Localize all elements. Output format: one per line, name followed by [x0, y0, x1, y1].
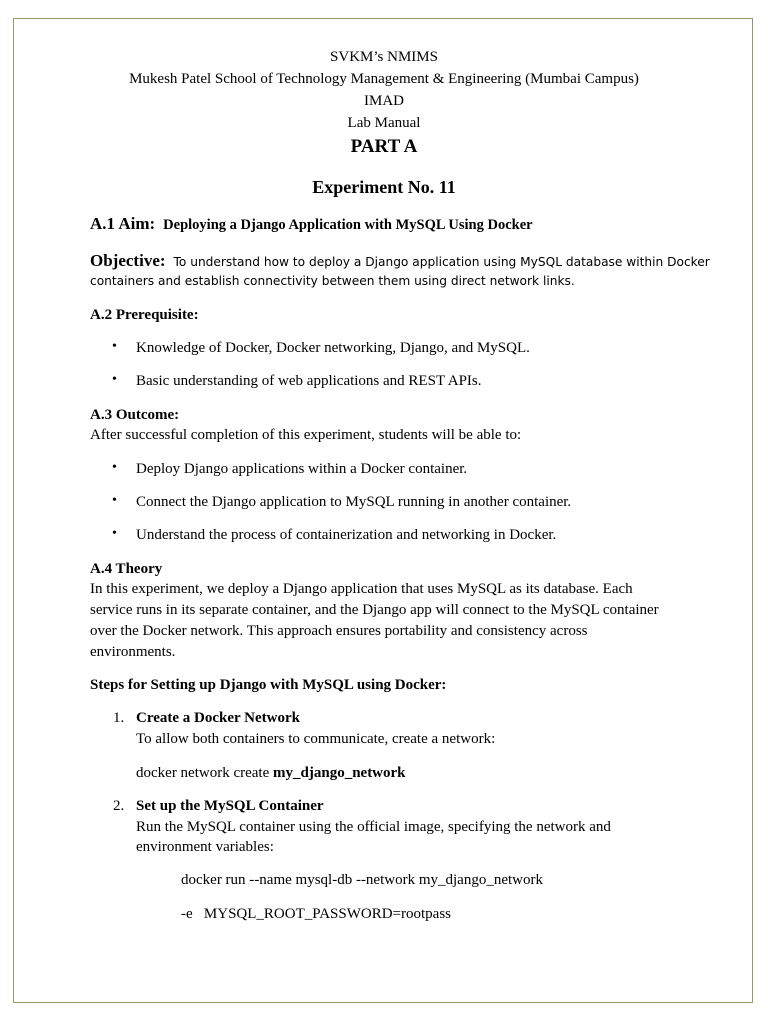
theory-line: environments.	[90, 644, 176, 660]
objective-label: Objective:	[90, 251, 166, 270]
institution-name: SVKM’s NMIMS	[330, 49, 438, 65]
steps-heading: Steps for Setting up Django with MySQL using Docker:	[90, 677, 447, 693]
experiment-number: Experiment No. 11	[312, 177, 456, 197]
aim-section	[90, 212, 533, 237]
outcome-item: Connect the Django application to MySQL running in another container.	[136, 494, 572, 510]
step-description: environment variables:	[136, 839, 274, 855]
outcome-heading: A.3 Outcome:	[90, 407, 180, 423]
bullet-icon: •	[112, 460, 117, 475]
theory-line: over the Docker network. This approach ensures portability and consistency across	[90, 623, 588, 639]
bullet-icon: •	[112, 372, 117, 387]
outcome-item: Understand the process of containerization and networking in Docker.	[136, 527, 557, 543]
docker-run-command: docker run --name mysql-db --network my_django_network	[181, 872, 543, 888]
theory-line: In this experiment, we deploy a Django application that uses MySQL as its database. Each	[90, 581, 633, 597]
env-variable-command: -e MYSQL_ROOT_PASSWORD=rootpass	[181, 906, 452, 922]
step-description: To allow both containers to communicate, create a network:	[136, 731, 496, 747]
step-title: Create a Docker Network	[136, 710, 300, 726]
bullet-icon: •	[112, 526, 117, 541]
bullet-icon: •	[112, 339, 117, 354]
prerequisite-heading: A.2 Prerequisite:	[90, 307, 199, 323]
course-name: IMAD	[364, 93, 404, 109]
step-title: Set up the MySQL Container	[136, 798, 324, 814]
outcome-item: Deploy Django applications within a Docker container.	[136, 461, 468, 477]
aim-text: Deploying a Django Application with MySQL Using Docker	[163, 217, 533, 233]
theory-line: service runs in its separate container, and the Django app will connect to the MySQL container	[90, 602, 659, 618]
step-description: Run the MySQL container using the official image, specifying the network and	[136, 819, 611, 835]
network-create-command	[136, 762, 406, 784]
part-heading: PART A	[350, 136, 418, 157]
outcome-intro: After successful completion of this experiment, students will be able to:	[90, 427, 522, 443]
step-number: 1.	[113, 710, 125, 726]
objective-text-2: containers and establish connectivity between them using direct network links.	[90, 274, 575, 288]
theory-heading: A.4 Theory	[90, 561, 163, 577]
prerequisite-item: Basic understanding of web applications and REST APIs.	[136, 373, 482, 389]
prerequisite-item: Knowledge of Docker, Docker networking, Django, and MySQL.	[136, 340, 530, 356]
command-text: docker network create	[136, 765, 274, 781]
aim-label: A.1 Aim:	[90, 214, 156, 233]
step-number: 2.	[113, 798, 125, 814]
manual-title: Lab Manual	[347, 115, 421, 131]
objective-text-1: To understand how to deploy a Django application using MySQL database within Docker	[173, 255, 710, 269]
bullet-icon: •	[112, 493, 117, 508]
network-name: my_django_network	[273, 765, 406, 781]
school-name: Mukesh Patel School of Technology Management & Engineering (Mumbai Campus)	[129, 71, 639, 87]
